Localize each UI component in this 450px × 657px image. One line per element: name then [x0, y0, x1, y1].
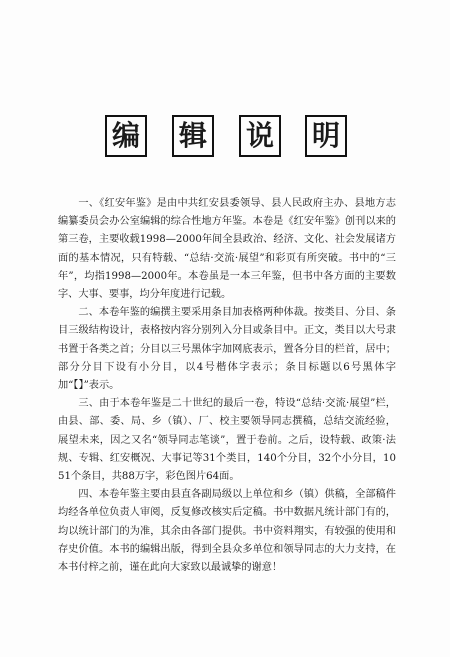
title-char: 说	[245, 119, 274, 152]
title-char-box	[172, 115, 214, 157]
title-char-box	[105, 115, 147, 157]
body-text	[58, 195, 396, 577]
title-char: 编	[111, 119, 140, 152]
paragraph-3: 三、由于本卷年鉴是二十世纪的最后一卷，特设“总结·交流·展望”栏，由县、部、委、局、乡（镇）、厂、校主要领导同志撰稿，总结交流经验，展望未来，因之又名“领导同志笔谈”，置于卷前。之后，设特载、政策·法规、专辑、红安概况、大事记等31个类目，140个分目，32个小分目，1051个条目，共88万字，彩色图片64面。	[58, 398, 396, 483]
title-char-box	[305, 115, 347, 157]
paragraph-1: 一、《红安年鉴》是由中共红安县委领导、县人民政府主办、县地方志编纂委员会办公室编辑的综合性地方年鉴。本卷是《红安年鉴》创刊以来的第三卷，主要收载1998—2000年间全县政治、经济、文化、社会发展诸方面的基本情况，只有特载、“总结·交流·展望”和彩页有所突破。书中的“三年”，均指1998—2000年。本卷虽是一本三年鉴，但书中各方面的主要数字、大事、要事，均分年度进行记载。	[58, 198, 396, 301]
title-char-box	[239, 115, 281, 157]
paragraph-4: 四、本卷年鉴主要由县直各副局级以上单位和乡（镇）供稿，全部稿件均经各单位负责人审阅，反复修改核实后定稿。书中数据凡统计部门有的，均以统计部门的为准，其余由各部门提供。书中资料翔实，有较强的使用和存史价值。本书的编辑出版，得到全县众多单位和领导同志的大力支持，在本书付梓之前，谨在此向大家致以最诚挚的谢意！	[58, 489, 396, 574]
title-char: 辑	[178, 119, 207, 152]
page-title	[0, 115, 450, 161]
title-char: 明	[311, 119, 340, 152]
paragraph-2: 二、本卷年鉴的编撰主要采用条目加表格两种体裁。按类目、分目、条目三级结构设计，表格按内容分别列入分目或条目中。正文，类目以大号隶书置于各类之首；分目以三号黑体字加网底表示，置各分目的栏首，居中；部分分目下设有小分目，以4号楷体字表示；条目标题以6号黑体字加“【】”表示。	[58, 307, 396, 392]
